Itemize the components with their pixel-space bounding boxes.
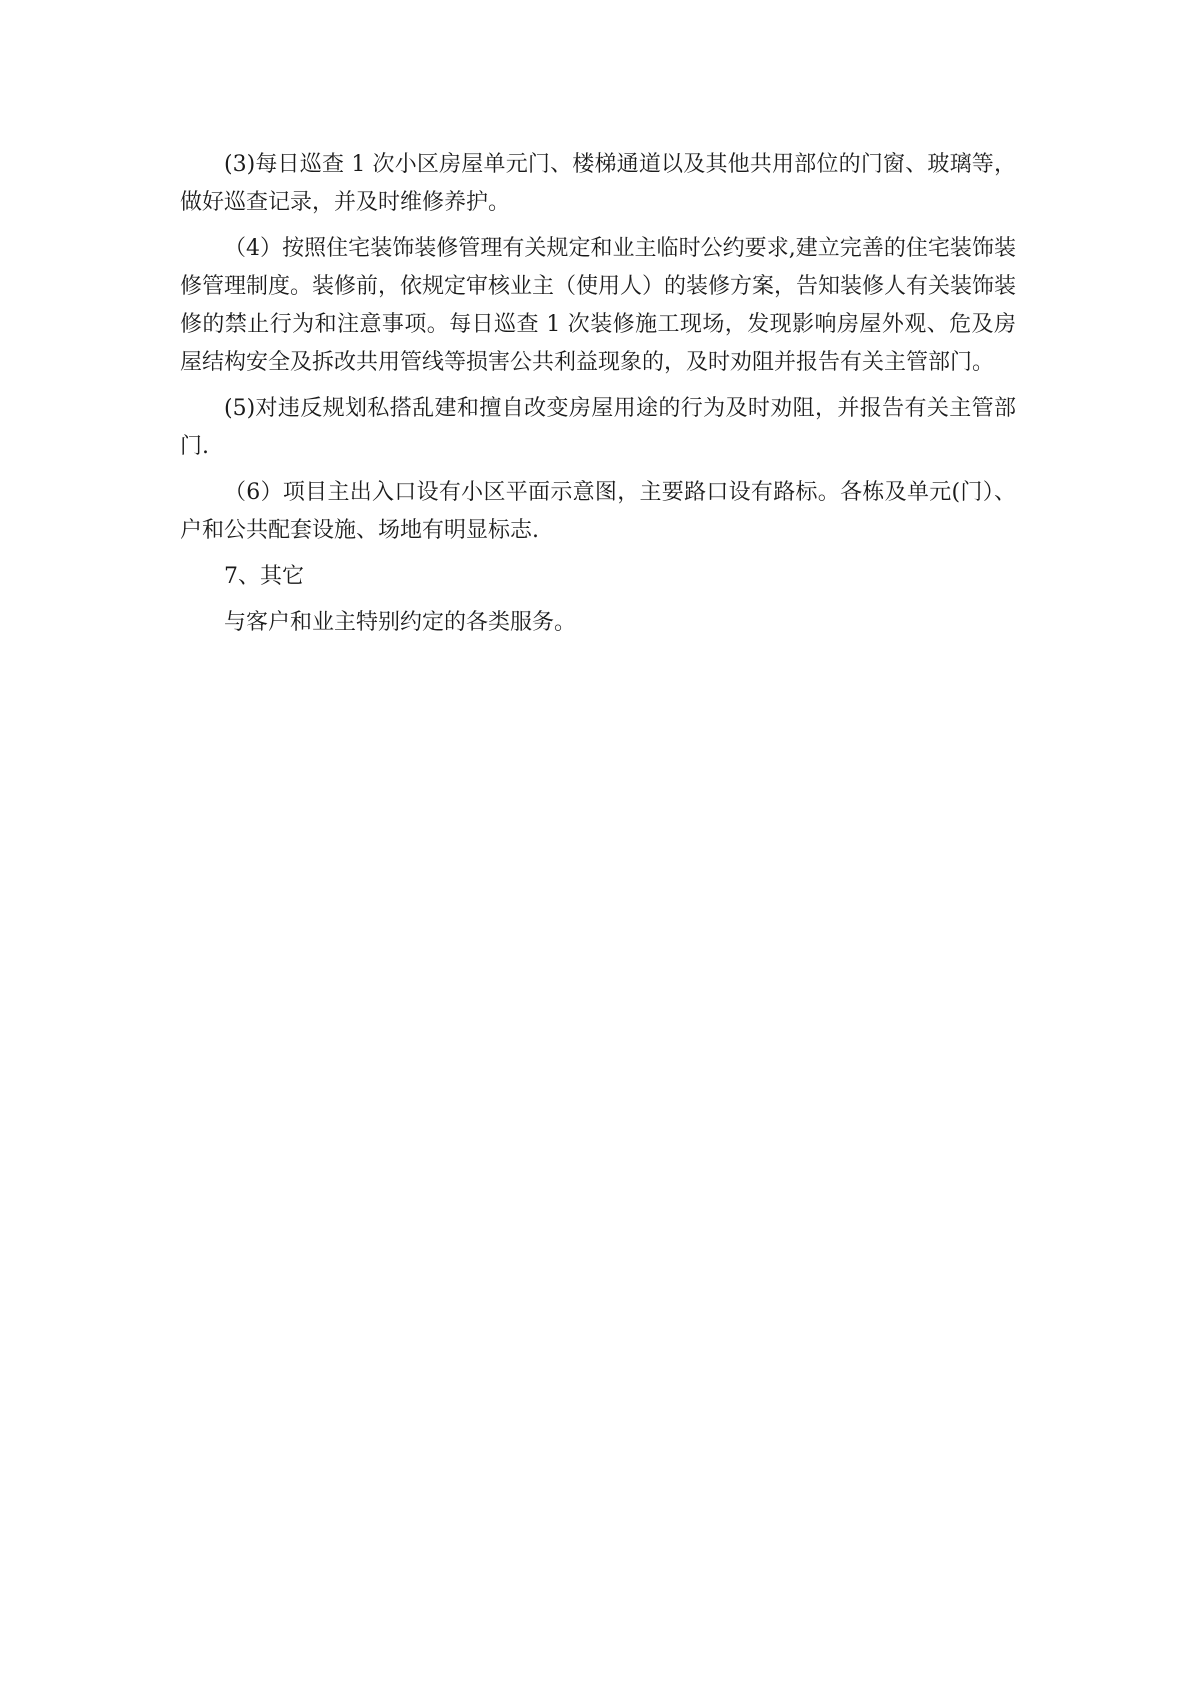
paragraph-item-4: （4）按照住宅装饰装修管理有关规定和业主临时公约要求,建立完善的住宅装饰装修管理制度。装修前，依规定审核业主（使用人）的装修方案，告知装修人有关装饰装修的禁止行为和注意事项。每日巡查 1 次装修施工现场，发现影响房屋外观、危及房屋结构安全及拆改共用管线等损害公共利益现象的，及时劝阻并报告有关主管部门。 (180, 236, 1017, 375)
document-body (180, 146, 1016, 650)
paragraph-item-3: (3)每日巡查 1 次小区房屋单元门、楼梯通道以及其他共用部位的门窗、玻璃等，做好巡查记录，并及时维修养护。 (180, 152, 1016, 215)
paragraph-item-6: （6）项目主出入口设有小区平面示意图，主要路口设有路标。各栋及单元(门）、户和公共配套设施、场地有明显标志. (180, 480, 1016, 543)
section-heading-7: 7、其它 (224, 564, 304, 589)
paragraph-other-services: 与客户和业主特别约定的各类服务。 (224, 610, 577, 635)
paragraph-item-5: (5)对违反规划私搭乱建和擅自改变房屋用途的行为及时劝阻，并报告有关主管部门. (180, 396, 1016, 459)
